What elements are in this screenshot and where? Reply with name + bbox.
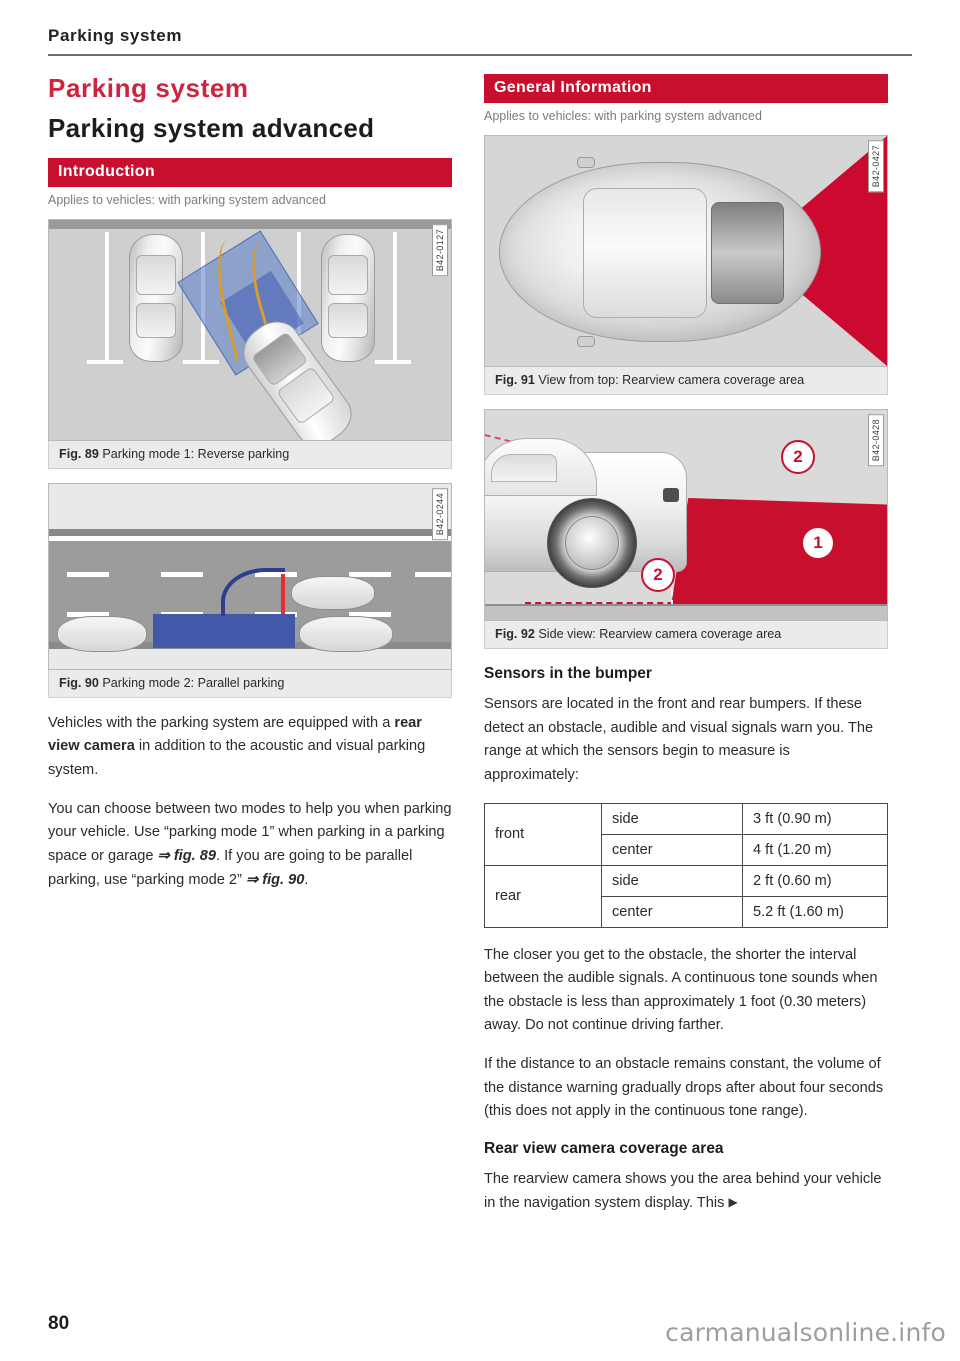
table-cell-distance: 5.2 ft (1.60 m): [743, 896, 888, 927]
text-run: You can choose between two modes to help you when parking your vehicle. Use “parking mode 1” when parking in a parking space or garage: [48, 800, 452, 864]
continue-arrow-icon: ▶: [728, 1194, 738, 1209]
lane-dash: [67, 572, 109, 577]
paragraph-coverage-text: The rearview camera shows you the area behind your vehicle in the navigation system display. This: [484, 1171, 882, 1211]
vehicle-roof: [583, 188, 707, 318]
figure-89-caption: [48, 441, 452, 469]
heading-sensors-in-the-bumper: Sensors in the bumper: [484, 665, 652, 682]
mirror-right: [577, 336, 595, 347]
emphasis-term: rear view camera: [48, 714, 422, 755]
figure-89: [48, 219, 452, 469]
running-head: Parking system: [48, 26, 183, 45]
paragraph-closer: The closer you get to the obstacle, the shorter the interval between the audible signals. A continuous tone sounds when the obstacle is less than approximately 1 foot (0.30 meters) away. Do not continue driving farther.: [484, 946, 878, 1034]
paragraph-sensors: Sensors are located in the front and rear bumpers. If these detect an obstacle, audible and visual signals warn you. The range at which the sensors begin to measure is approximately:: [484, 696, 874, 783]
applies-note-left: Applies to vehicles: with parking system advanced: [48, 192, 326, 207]
figure-90-caption-text: Parking mode 2: Parallel parking: [102, 675, 285, 690]
table-cell-position: side: [602, 803, 743, 834]
bay-foot: [183, 360, 219, 364]
wheel-rim: [565, 516, 619, 570]
paragraph-distance: If the distance to an obstacle remains constant, the volume of the distance warning gradually drops after about four seconds (this does not apply in the continuous tone range).: [484, 1056, 884, 1120]
parked-car-left: [129, 234, 183, 362]
vehicle-top-view: [499, 162, 821, 342]
parked-car-left: [57, 616, 147, 652]
lane-dash: [349, 572, 391, 577]
page-title-red: Parking system: [48, 73, 249, 103]
table-cell-distance: 3 ft (0.90 m): [743, 803, 888, 834]
table-cell-position: center: [602, 834, 743, 865]
table-cell-distance: 2 ft (0.60 m): [743, 865, 888, 896]
figure-92-caption: [484, 621, 888, 649]
table-cell-position: center: [602, 896, 743, 927]
text-run: . If you are going to be parallel parking, use “parking mode 2”: [48, 847, 413, 888]
callout-1: 1: [801, 526, 835, 560]
text-run: in addition to the acoustic and visual parking system.: [48, 738, 426, 779]
ground-plane: [485, 604, 887, 620]
table-cell-position: side: [602, 865, 743, 896]
bay-line: [393, 232, 397, 362]
left-column: [48, 74, 452, 907]
text-run: Vehicles with the parking system are equipped with a: [48, 714, 395, 731]
figure-91-label: Fig. 91: [495, 373, 535, 387]
section-band-introduction: Introduction: [48, 158, 452, 187]
figure-91-image: [484, 135, 888, 367]
lot-top-border: [49, 220, 451, 229]
table-cell-group: front: [485, 803, 602, 865]
figure-92-label: Fig. 92: [495, 627, 535, 641]
figure-code-tab: B42-0127: [432, 224, 448, 276]
lane-dash: [415, 572, 451, 577]
figure-92-caption-text: Side view: Rearview camera coverage area: [538, 627, 782, 641]
text-run: .: [304, 871, 309, 888]
sensor-range-table: [484, 803, 888, 928]
table-cell-distance: 4 ft (1.20 m): [743, 834, 888, 865]
applies-note-right: Applies to vehicles: with parking system advanced: [484, 109, 762, 123]
target-parking-space: [153, 614, 295, 648]
camera-coverage-field: [671, 498, 887, 606]
figure-91-caption-text: View from top: Rearview camera coverage area: [538, 373, 805, 387]
figure-90: [48, 483, 452, 698]
callout-2-lower: 2: [641, 558, 675, 592]
rearview-camera: [663, 488, 679, 502]
heading-rear-view-camera-coverage-area: Rear view camera coverage area: [484, 1140, 724, 1158]
figure-code-tab: B42-0244: [432, 488, 448, 540]
edge-line-top: [49, 536, 451, 541]
parked-car-right: [321, 234, 375, 362]
figure-90-caption: [48, 670, 452, 698]
page-number: 80: [48, 1313, 70, 1334]
table-cell-group: rear: [485, 865, 602, 927]
figure-91-caption: [484, 367, 888, 395]
figure-89-label: Fig. 89: [59, 446, 99, 461]
stop-marker: [281, 574, 285, 614]
figure-code-tab: B42-0427: [868, 140, 884, 192]
figure-cross-reference: ⇒ fig. 90: [245, 871, 305, 888]
paragraph-1: [48, 712, 452, 783]
ego-vehicle: [291, 576, 375, 610]
figure-91: [484, 135, 888, 395]
table-row: [485, 803, 888, 834]
bay-line: [105, 232, 109, 362]
left-body-text: [48, 712, 452, 892]
header-rule: [48, 54, 912, 56]
figure-89-image: [48, 219, 452, 441]
table-row: [485, 865, 888, 896]
section-band-general-information: General Information: [484, 74, 888, 103]
paragraph-2: [48, 798, 452, 893]
figure-92-image: [484, 409, 888, 621]
side-window: [491, 454, 557, 482]
callout-2-upper: 2: [781, 440, 815, 474]
figure-89-caption-text: Parking mode 1: Reverse parking: [102, 446, 290, 461]
bay-foot: [87, 360, 123, 364]
figure-90-label: Fig. 90: [59, 675, 99, 690]
mirror-left: [577, 157, 595, 168]
watermark: carmanualsonline.info: [665, 1318, 946, 1347]
curb-top: [49, 529, 451, 536]
figure-cross-reference: ⇒ fig. 89: [157, 847, 216, 864]
bay-foot: [375, 360, 411, 364]
rear-window: [711, 202, 783, 304]
paragraph-coverage: [484, 1168, 888, 1215]
figure-90-image: [48, 483, 452, 670]
figure-code-tab: B42-0428: [868, 414, 884, 466]
right-column: [484, 74, 888, 1230]
figure-92: [484, 409, 888, 649]
lane-dash: [161, 572, 203, 577]
page-subtitle: Parking system advanced: [48, 112, 375, 143]
parked-car-right: [299, 616, 393, 652]
